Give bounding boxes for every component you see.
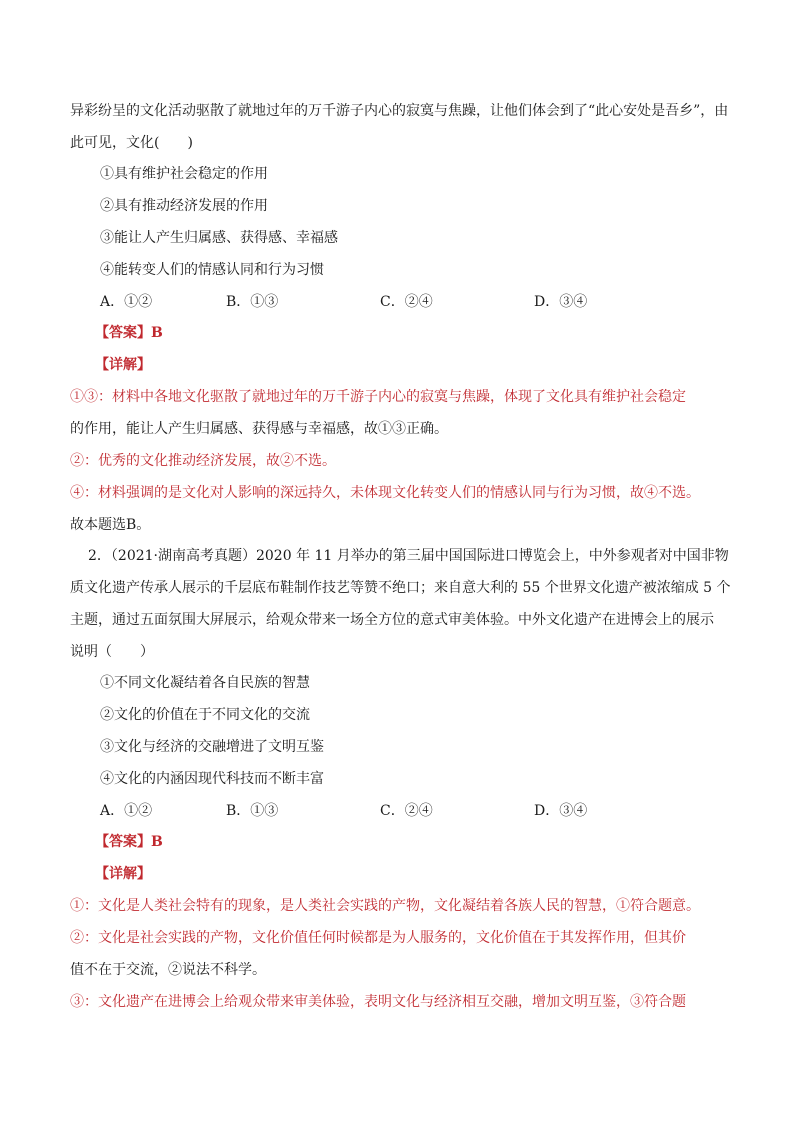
q1-explain-line3: ②：优秀的文化推动经济发展，故②不选。 bbox=[70, 453, 336, 469]
q2-explain-line4: ③：文化遗产在进博会上给观众带来审美体验，表明文化与经济相互交融，增加文明互鉴，③符合题 bbox=[70, 994, 686, 1010]
q1-choice-a: A．①② bbox=[100, 294, 153, 310]
q1-stem-line2: 此可见，文化( ) bbox=[70, 135, 193, 151]
q1-explain-line2: 的作用，能让人产生归属感、获得感与幸福感，故①③正确。 bbox=[70, 421, 448, 437]
q2-stem-line1: 2．（2021·湖南高考真题）2020 年 11 月举办的第三届中国国际进口博览会上，中外参观者对中国非物 bbox=[88, 548, 729, 564]
q2-stem-line3: 主题，通过五面氛围大屏展示，给观众带来一场全方位的意式审美体验。中外文化遗产在进博会上的展示 bbox=[70, 612, 714, 628]
q1-option-1: ①具有维护社会稳定的作用 bbox=[100, 166, 268, 182]
q2-choice-c: C．②④ bbox=[380, 803, 433, 819]
q2-explain-line3: 值不在于交流，②说法不科学。 bbox=[70, 962, 266, 978]
q1-stem-line1: 异彩纷呈的文化活动驱散了就地过年的万千游子内心的寂寞与焦躁，让他们体会到了“此心安处是吾乡”，由 bbox=[70, 103, 729, 119]
q1-explain-line1: ①③：材料中各地文化驱散了就地过年的万千游子内心的寂寞与焦躁，体现了文化具有维护社会稳定 bbox=[70, 389, 686, 405]
q1-detail-tag: 【详解】 bbox=[95, 357, 151, 373]
q2-stem-line2: 质文化遗产传承人展示的千层底布鞋制作技艺等赞不绝口；来自意大利的 55 个世界文化遗产被浓缩成 5 个 bbox=[70, 580, 731, 596]
q1-explain-line4: ④：材料强调的是文化对人影响的深远持久，未体现文化转变人们的情感认同与行为习惯，故④不选。 bbox=[70, 485, 700, 501]
q2-explain-line1: ①：文化是人类社会特有的现象，是人类社会实践的产物，文化凝结着各族人民的智慧，①符合题意。 bbox=[70, 898, 700, 914]
q1-choice-c: C．②④ bbox=[380, 294, 433, 310]
q1-choice-d: D．③④ bbox=[534, 294, 588, 310]
q2-detail-tag: 【详解】 bbox=[95, 866, 151, 882]
q2-choice-a: A．①② bbox=[100, 803, 153, 819]
q2-answer-tag: 【答案】B bbox=[95, 834, 163, 850]
q2-choice-d: D．③④ bbox=[534, 803, 588, 819]
q1-answer-tag: 【答案】B bbox=[95, 325, 163, 341]
q2-stem-line4: 说明（ ） bbox=[70, 644, 154, 660]
q1-option-2: ②具有推动经济发展的作用 bbox=[100, 198, 268, 214]
q1-option-3: ③能让人产生归属感、获得感、幸福感 bbox=[100, 230, 338, 246]
q2-option-3: ③文化与经济的交融增进了文明互鉴 bbox=[100, 739, 324, 755]
q2-choice-b: B．①③ bbox=[226, 803, 279, 819]
q1-option-4: ④能转变人们的情感认同和行为习惯 bbox=[100, 262, 324, 278]
q2-option-2: ②文化的价值在于不同文化的交流 bbox=[100, 707, 310, 723]
q1-choice-b: B．①③ bbox=[226, 294, 279, 310]
q1-conclusion: 故本题选B。 bbox=[70, 517, 151, 533]
q2-option-4: ④文化的内涵因现代科技而不断丰富 bbox=[100, 771, 324, 787]
q2-option-1: ①不同文化凝结着各自民族的智慧 bbox=[100, 675, 310, 691]
q2-explain-line2: ②：文化是社会实践的产物，文化价值任何时候都是为人服务的，文化价值在于其发挥作用，但其价 bbox=[70, 930, 686, 946]
